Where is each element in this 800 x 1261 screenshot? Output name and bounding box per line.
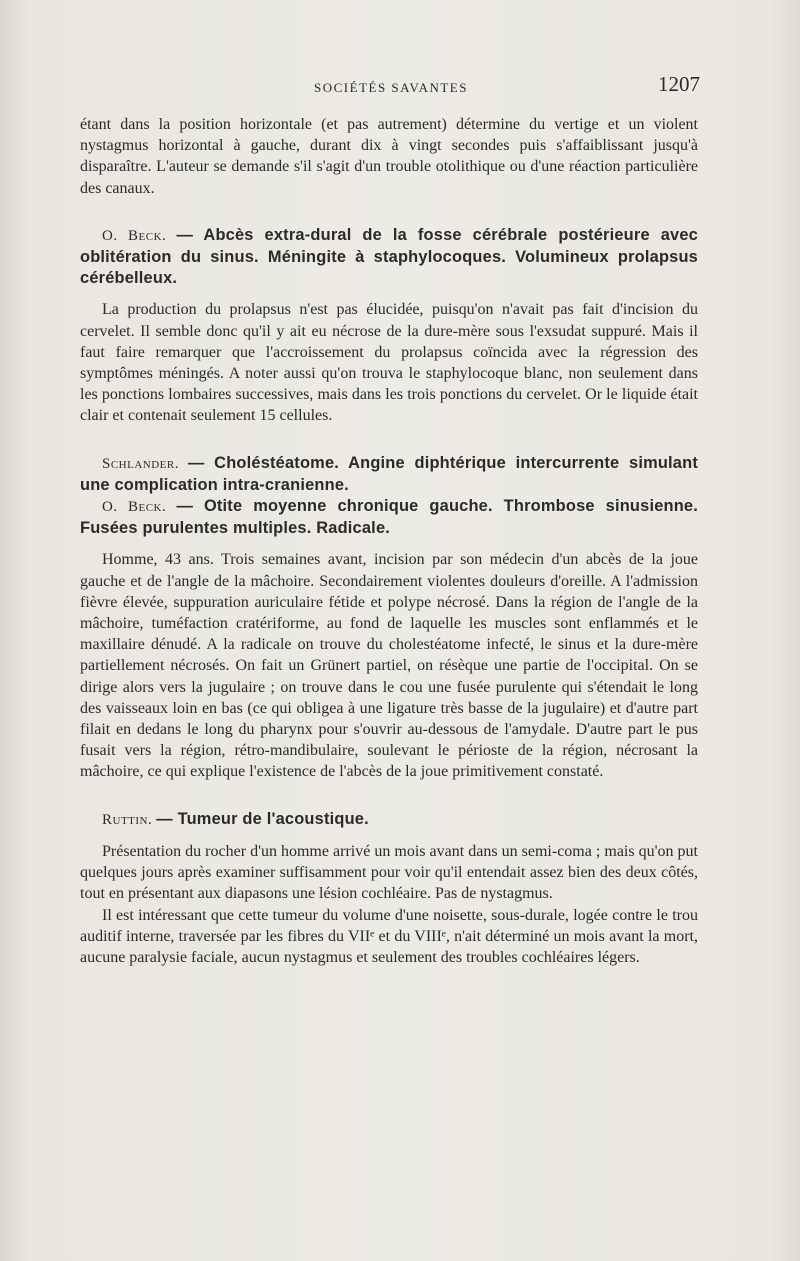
section-text: Homme, 43 ans. Trois semaines avant, incision par son médecin d'un abcès de la joue gauche et de l'angle de la mâchoire. Secondairement violentes douleurs d'oreille. A l'admission fièvre élevée, suppuration auriculaire fétide et polype nécrosé. Dans la région de l'angle de la mâchoire, tuméfaction cratériforme, au fond de laquelle les muscles sont enflammés et le maxillaire dénudé. A la radicale on trouve du cholestéatome infecté, le sinus et la dure-mère partiellement nécrosés. On fait un Grünert partiel, on résèque une partie de l'occipital. On se dirige alors vers la jugulaire ; on trouve dans le cou une fusée purulente qui s'étendait le long des vaisseaux loin en bas (ce qui obligea à une ligature très basse de la jugulaire) et d'autre part filait en dedans le long du pharynx pour s'ouvrir au-dessous de l'amydale. D'autre part le pus fusait vers la région, rétro-mandibulaire, soulevant le périoste de la région, nécrosant la mâchoire, ce qui explique l'existence de l'abcès de la joue primitivement constaté.: [80, 551, 698, 781]
author-name: Ruttin.: [102, 811, 153, 828]
section-schlander: [80, 453, 698, 496]
author-name: O. Beck.: [102, 227, 167, 244]
page-number: 1207: [658, 72, 700, 96]
section-heading: [80, 225, 698, 290]
section-beck-abces: [80, 225, 698, 427]
article-body: [80, 114, 698, 968]
paragraph-continued: étant dans la position horizontale (et pas autrement) détermine du vertige et un violent nystagmus horizontal à gauche, durant dix à vingt secondes puis s'affaiblissant jusqu'à disparaître. L'auteur se demande s'il s'agit d'un trouble otolithique ou d'une réaction particulière des canaux.: [80, 116, 698, 197]
section-beck-otite: [80, 496, 698, 783]
author-name: O. Beck.: [102, 499, 167, 516]
section-title: — Abcès extra-dural de la fosse cérébrale postérieure avec oblitération du sinus. Méningite à staphylocoques. Volumineux prolapsus cérébelleux.: [80, 225, 698, 288]
page-header: [82, 72, 700, 100]
section-heading: [80, 809, 698, 831]
section-heading: [80, 496, 698, 539]
section-title: — Tumeur de l'acoustique.: [156, 809, 369, 828]
running-head: SOCIÉTÉS SAVANTES: [314, 80, 468, 95]
section-heading: [80, 453, 698, 496]
section-text: Présentation du rocher d'un homme arrivé un mois avant dans un semi-coma ; mais qu'on put quelques jours après examiner suffisamment pour voir qu'il entendait assez bien des deux côtés, tout en présentant aux diapasons une lésion cochléaire. Pas de nystagmus.: [80, 842, 698, 903]
section-text: Il est intéressant que cette tumeur du volume d'une noisette, sous-durale, logée contre le trou auditif interne, traversée par les fibres du VIIᵉ et du VIIIᵉ, n'ait déterminé un mois avant la mort, aucune paralysie faciale, aucun nystagmus et seulement des troubles cochléaires légers.: [80, 906, 698, 966]
section-title: — Otite moyenne chronique gauche. Thrombose sinusienne. Fusées purulentes multiples. Radicale.: [80, 497, 699, 538]
section-ruttin: [80, 809, 698, 968]
section-text: La production du prolapsus n'est pas élucidée, puisqu'on n'avait pas fait d'incision du cervelet. Il semble donc qu'il y ait eu nécrose de la dure-mère sous l'exsudat suppuré. Mais il faut faire remarquer que l'accroissement du prolapsus coïncida avec la régression des symptômes méningés. A noter aussi qu'on trouva le staphylocoque blanc, non seulement dans les ponctions lombaires successives, mais dans les trois ponctions du cervelet. Or le liquide était clair et contenait seulement 15 cellules.: [80, 301, 698, 425]
author-name: Schlander.: [102, 455, 179, 472]
section-title: — Choléstéatome. Angine diphtérique intercurrente simulant une complication intra-cranienne.: [80, 453, 698, 494]
